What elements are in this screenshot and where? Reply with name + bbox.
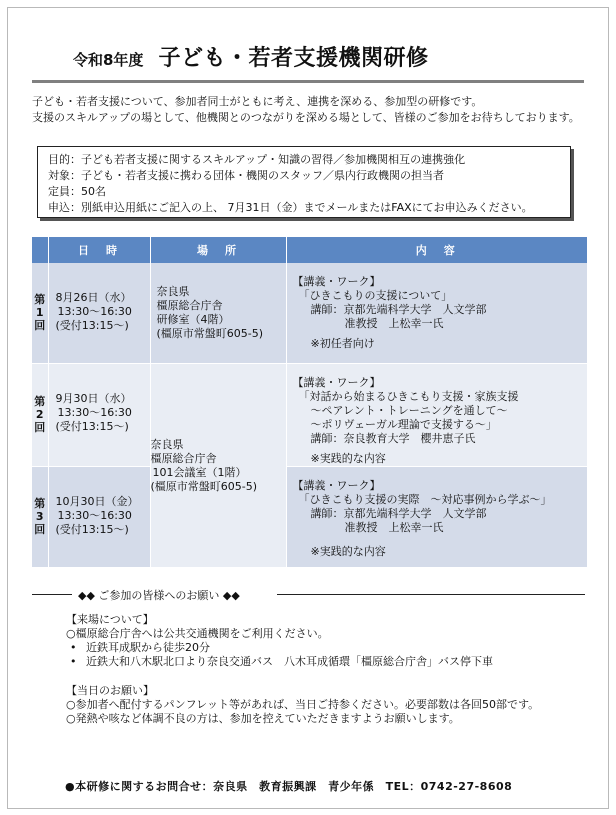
title-row [73,41,429,72]
info-target: 対象：子ども・若者支援に携わる団体・機関のスタッフ／県内行政機関の担当者 [48,169,444,182]
content-line: 「対話から始まるひきこもり支援・家族支援 [298,390,519,403]
venue-line: (橿原市常盤町605-5) [150,479,258,493]
intro-line-1: 子ども・若者支援について、参加者同士がともに考え、連携を深める、参加型の研修です。 [32,95,483,108]
page-title: 子ども・若者支援機関研修 [158,46,429,71]
bullet-text: 近鉄耳成駅から徒歩20分 [86,641,210,654]
bullet-mark: • [70,655,77,668]
session-time: 13:30〜16:30 [57,509,132,522]
session-datetime [48,467,150,568]
venue-line: 橿原総合庁舎 [156,299,223,312]
session-datetime [48,364,150,467]
header-datetime: 日 時 [48,237,150,263]
heading-rule-right [277,594,585,595]
day-notice-line: ○参加者へ配付するパンフレット等があれば、当日ご持参ください。必要部数は各回50部です。 [66,698,540,711]
session-content [286,364,587,467]
fiscal-year: 令和8年度 [73,51,144,69]
schedule-table [32,237,587,568]
session-reception: (受付13:15〜) [55,523,129,536]
content-line: 〜ペアレント・トレーニングを通して〜 [310,404,508,417]
venue-notice-bullet [70,655,493,669]
venue-line: 奈良県 [150,437,184,451]
table-row [32,467,587,568]
content-line: 【講義・ワーク】 [292,376,381,389]
venue-line: 研修室（4階） [156,313,230,326]
content-line: 准教授 上松幸一氏 [344,317,444,330]
session-content [286,263,587,364]
header-content: 内 容 [286,237,587,263]
intro-line-2: 支援のスキルアップの場として、他機関とのつながりを深める場として、皆様のご参加をお待ちしております。 [32,111,580,124]
session-date: 8月26日（水） [55,291,132,304]
venue-notice-title: 【来場について】 [66,613,154,626]
session-venue-shared [150,364,286,568]
venue-line: 101会議室（1階） [152,465,247,479]
session-datetime [48,263,150,364]
venue-line: (橿原市常盤町605-5) [156,327,264,340]
content-note: ※実践的な内容 [310,452,386,465]
content-note: ※初任者向け [310,337,375,350]
content-note: ※実践的な内容 [310,545,386,558]
session-date: 9月30日（水） [55,392,132,405]
session-number: 第2回 [32,364,48,467]
content-line: 【講義・ワーク】 [292,275,381,288]
content-line: 講師：京都先端科学大学 人文学部 [310,507,487,520]
content-line: 講師：京都先端科学大学 人文学部 [310,303,487,316]
info-application: 申込：別紙申込用紙にご記入の上、 7月31日（金）までメールまたはFAXにてお申込みください。 [48,201,533,214]
notice-heading-text: ◆◆ ご参加の皆様へのお願い ◆◆ [78,589,240,602]
title-divider [32,80,584,83]
header-num [32,237,48,263]
table-row [32,364,587,467]
venue-line: 橿原総合庁舎 [150,451,217,465]
content-line: 「ひきこもりの支援について」 [298,289,453,302]
content-line: 准教授 上松幸一氏 [344,521,444,534]
heading-rule-left [32,594,72,595]
session-venue [150,263,286,364]
info-box [37,146,571,218]
session-reception: (受付13:15〜) [55,420,129,433]
content-line: 講師：奈良教育大学 櫻井恵子氏 [310,432,476,445]
bullet-mark: • [70,641,77,654]
header-venue: 場 所 [150,237,286,263]
notice-heading [32,587,585,601]
session-number: 第3回 [32,467,48,568]
session-time: 13:30〜16:30 [57,305,132,318]
session-time: 13:30〜16:30 [57,406,132,419]
content-line: 〜ポリヴェーガル理論で支援する〜」 [310,418,497,431]
bullet-text: 近鉄大和八木駅北口より奈良交通バス 八木耳成循環「橿原総合庁舎」バス停下車 [86,655,493,668]
day-notice-line: ○発熱や咳など体調不良の方は、参加を控えていただきますようお願いします。 [66,712,460,725]
info-purpose: 目的：子ども若者支援に関するスキルアップ・知識の習得／参加機関相互の連携強化 [48,153,466,166]
table-row [32,263,587,364]
venue-line: 奈良県 [156,285,190,298]
venue-notice-line: ○橿原総合庁舎へは公共交通機関をご利用ください。 [66,627,329,640]
session-date: 10月30日（金） [55,495,139,508]
session-content [286,467,587,568]
intro-text [32,94,580,126]
day-notice-title: 【当日のお願い】 [66,684,154,697]
venue-notice-bullet [70,641,210,655]
content-line: 【講義・ワーク】 [292,479,381,492]
table-header-row [32,237,587,263]
session-reception: (受付13:15〜) [55,319,129,332]
contact-footer: ●本研修に関するお問合せ：奈良県 教育振興課 青少年係 TEL：0742-27-8608 [65,780,513,793]
content-line: 「ひきこもり支援の実際 〜対応事例から学ぶ〜」 [298,493,552,506]
session-number: 第1回 [32,263,48,364]
info-capacity: 定員：50名 [48,185,106,198]
